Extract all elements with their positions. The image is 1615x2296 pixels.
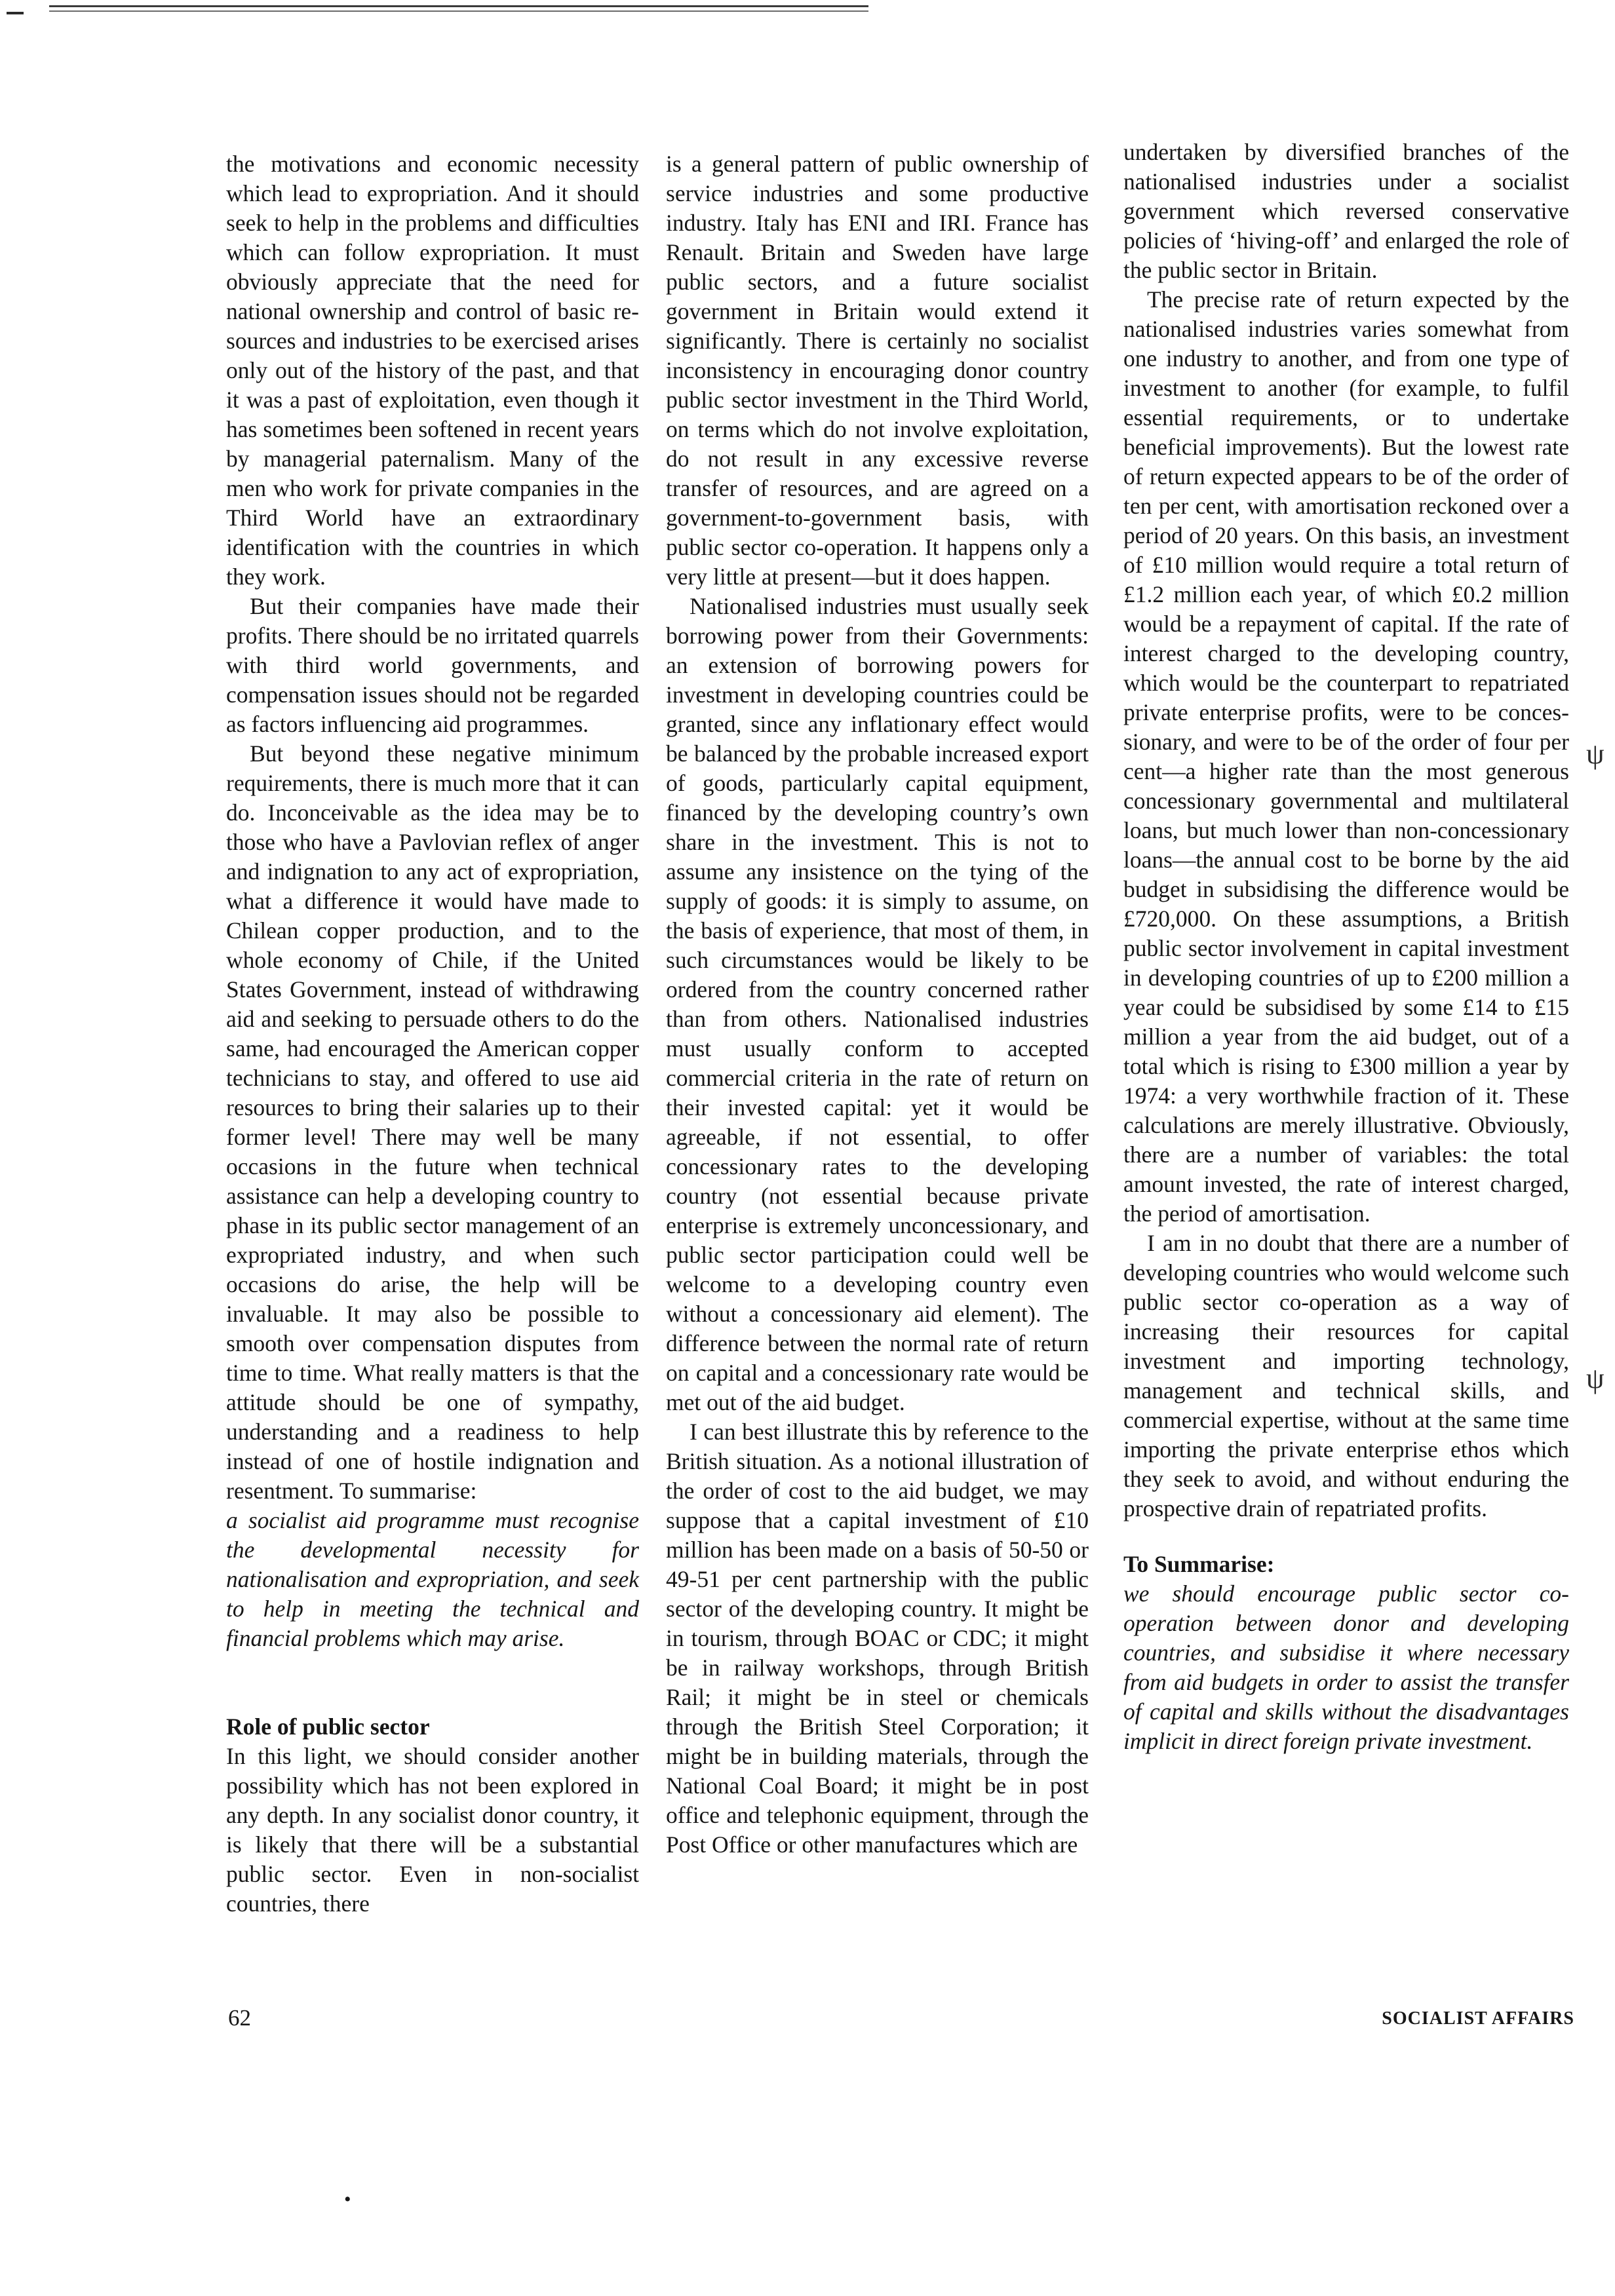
summary-heading: To Summarise: <box>1123 1551 1275 1577</box>
paragraph: But beyond these negative minimum requirements, there is much more that it can do. Inconceivable as the idea may be to those who have a Pavlovian reflex of anger and indignation to any act of expropriation, what a difference it would have made to Chilean copper production, and to the whole economy of Chile, if the United States Government, instead of withdrawing aid and seeking to persuade others to do the same, had encouraged the American copper technicians to stay, and offered to use aid resources to bring their salaries up to their former level! There may well be many occasions in the future when technical assistance can help a developing country to phase in its public sector management of an expropriated industry, and when such occasions do arise, the help will be invaluable. It may also be possible to smooth over compensation disputes from time to time. What really matters is that the attitude should be one of sympathy, understanding and a readiness to help instead of one of hostile indignation and resentment. To summarise: <box>226 740 639 1504</box>
margin-mark: ψ <box>1586 738 1605 770</box>
section-heading: Role of public sector <box>226 1713 430 1740</box>
top-rule <box>49 5 868 7</box>
paragraph: But their companies have made their profits. There should be no irritated quarrels with third world governments, and compensation issues should not be regarded as factors influencing aid programmes. <box>226 593 639 737</box>
summary-italic: we should encourage public sector co-operation between donor and developing countries, and subsidise it where necessary from aid budgets in order to assist the transfer of capital and skills without the disadvantages implicit in direct foreign private investment. <box>1123 1580 1569 1754</box>
column-3 <box>1123 138 1569 1756</box>
column-2 <box>666 149 1089 1860</box>
paragraph: undertaken by diversified branches of the nationalised industries under a socialist government which reversed conservative policies of ‘hiving-off’ and enlarged the role of the public sector in Britain. <box>1123 139 1569 283</box>
summary-italic: a socialist aid programme must recognise the developmental necessity for nationalisation and expropriation, and seek to help in meeting the technical and financial problems which may arise. <box>226 1507 639 1651</box>
publication-name: SOCIALIST AFFAIRS <box>1382 2008 1574 2029</box>
paragraph: In this light, we should consider another possibility which has not been explored in any depth. In any socialist donor country, it is likely that there will be a substantial public sector. Even in non-socialist countries, there <box>226 1743 639 1917</box>
page-number: 62 <box>228 2005 251 2031</box>
paragraph: I can best illustrate this by reference to the British situation. As a notional illustration of the order of cost to the aid budget, we may suppose that a capital investment of £10 million has been made on a basis of 50-50 or 49-51 per cent partnership with the public sector of the developing country. It might be in tourism, through BOAC or CDC; it might be in railway workshops, through British Rail; it might be in steel or chemicals through the British Steel Corporation; it might be in building materials, through the National Coal Board; it might be in post office and telephonic equipment, through the Post Office or other manufactures which are <box>666 1419 1089 1858</box>
margin-mark: ψ <box>1586 1362 1605 1394</box>
top-rule-secondary <box>49 10 868 12</box>
edge-mark <box>7 12 24 14</box>
column-1 <box>226 149 639 1919</box>
ink-speck: • <box>344 2189 351 2210</box>
paragraph: Nationalised industries must usually seek borrowing power from their Governments: an extension of borrowing powers for investment in developing countries could be granted, since any inflationary effect would be balanced by the probable increased export of goods, particularly capital equipment, financed by the developing country’s own share in the investment. This is not to assume any insistence on the tying of the supply of goods: it is simply to assume, on the basis of experience, that most of them, in such circumstances would be likely to be ordered from the country concerned rather than from others. Nationalised industries must usually conform to accepted commercial criteria in the rate of return on their invested capital: yet it would be agreeable, if not essential, to offer concessionary rates to the developing country (not essential because private enterprise is extremely unconcessionary, and public sector participation could well be welcome to a developing country even without a concessionary aid element). The difference between the normal rate of return on capital and a concessionary rate would be met out of the aid budget. <box>666 593 1089 1415</box>
paragraph: the motivations and economic necessity which lead to expropriation. And it should seek to help in the problems and difficulties which can follow expropriation. It must obviously appreciate that the need for national ownership and control of basic resources and industries to be exercised arises only out of the history of the past, and that it was a past of exploitation, even though it has sometimes been softened in recent years by managerial paternalism. Many of the men who work for private companies in the Third World have an extraordinary identification with the countries in which they work. <box>226 151 639 590</box>
paragraph: I am in no doubt that there are a number of developing countries who would welcome such public sector co-operation as a way of increasing their resources for capital investment and importing technology, management and technical skills, and commercial expertise, without at the same time importing the private enterprise ethos which they seek to avoid, and without enduring the prospective drain of repatriated profits. <box>1123 1230 1569 1521</box>
paragraph: is a general pattern of public ownership of service industries and some productive industry. Italy has ENI and IRI. France has Renault. Britain and Sweden have large public sectors, and a future socialist government in Britain would extend it significantly. There is certainly no socialist inconsistency in encouraging donor country public sector investment in the Third World, on terms which do not involve exploitation, do not result in any excessive reverse transfer of resources, and are agreed on a government-to-government basis, with public sector co-operation. It happens only a very little at present—but it does happen. <box>666 151 1089 590</box>
paragraph: The precise rate of return expected by the nationalised industries varies somewhat from one industry to another, and from one type of investment to another (for example, to fulfil essential requirements, or to undertake beneficial improvements). But the lowest rate of return expected appears to be of the order of ten per cent, with amortisation reckoned over a period of 20 years. On this basis, an investment of £10 million would require a total return of £1.2 million each year, of which £0.2 million would be a repayment of capital. If the rate of interest charged to the developing country, which would be the counterpart to repatriated private enterprise profits, were to be concessionary, and were to be of the order of four per cent—a higher rate than the most generous concessionary governmental and multilateral loans, but much lower than non-concessionary loans—the annual cost to be borne by the aid budget in subsidising the difference would be £720,000. On these assumptions, a British public sector involvement in capital investment in developing countries of up to £200 million a year could be subsidised by some £14 to £15 million a year from the aid budget, out of a total which is rising to £300 million a year by 1974: a very worthwhile fraction of it. These calculations are merely illustrative. Obviously, there are a number of variables: the total amount invested, the rate of interest charged, the period of amortisation. <box>1123 286 1569 1227</box>
